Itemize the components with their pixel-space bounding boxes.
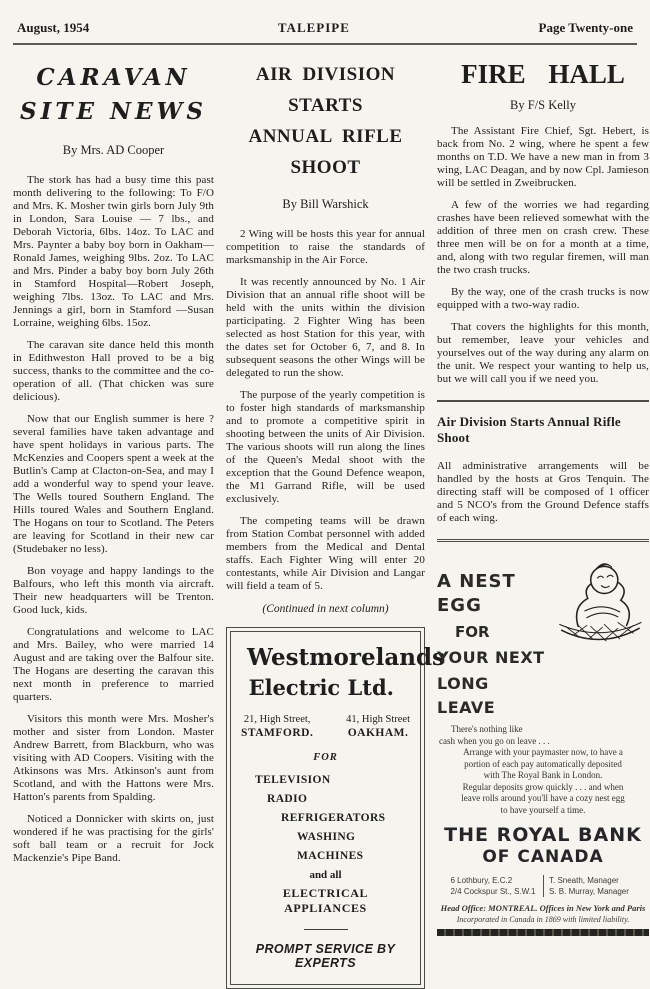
- bank-ad-body: [437, 724, 649, 816]
- bank-head-office: Head Office: MONTREAL. Offices in New York and Paris: [440, 903, 646, 913]
- product-list: [241, 771, 410, 866]
- bank-ad-header: [437, 556, 649, 720]
- address-street: 41, High Street: [346, 714, 410, 725]
- paragraph: A few of the worries we had regarding crashes have been relieved somewhat with the addition of three men on crash crew. These three men will be on for a month at a time, and, along with two regular firemen, will man the two crash trucks.: [437, 199, 649, 276]
- article-byline: By Bill Warshick: [282, 197, 369, 211]
- appliances-label: ELECTRICAL APPLIANCES: [282, 886, 369, 915]
- address-oakham: [346, 714, 410, 739]
- rifle-title-line2: ANNUAL RIFLE SHOOT: [248, 126, 403, 178]
- paragraph: The purpose of the yearly competition is to foster high standards of marksmanship and to promote a competitive spirit in shooting between the units of Air Division. The various shoots will run along the lines of the Queen's Medal shoot with the exception that the Gound Defence weapon, the M1 Garrand Rifle, will be used exclusively.: [226, 389, 425, 505]
- bank-name-line2: OF CANADA: [482, 847, 604, 867]
- article-title: FIRE HALL: [461, 59, 625, 89]
- body-line: leave rolls around you'll have a cozy nest egg: [461, 793, 625, 803]
- bank-ad-headline: [437, 556, 552, 720]
- article-byline: By F/S Kelly: [510, 98, 576, 112]
- section-rule-double: [437, 539, 649, 542]
- body-line: There's nothing like: [451, 724, 523, 734]
- branch-manager: S. B. Murray, Manager: [543, 886, 641, 897]
- product-item: WASHING MACHINES: [297, 831, 364, 862]
- for-label: FOR: [313, 752, 338, 763]
- caravan-title-line2: SITE NEWS: [19, 98, 208, 125]
- branch-manager: T. Sneath, Manager: [543, 875, 641, 886]
- section-rule: [437, 400, 649, 402]
- westmorelands-electric-ad: [226, 627, 445, 989]
- page-number: Page Twenty-one: [538, 20, 633, 35]
- headline-line: A NEST EGG: [437, 571, 516, 616]
- rifle-title-line1: AIR DIVISION STARTS: [255, 64, 396, 116]
- headline-line: FOR: [455, 623, 490, 641]
- body-line: Regular deposits grow quickly . . . and when: [462, 781, 624, 792]
- paragraph: 2 Wing will be hosts this year for annual competition to raise the standards of marksmanship in the Air Force.: [226, 228, 425, 266]
- address-street: 21, High Street,: [243, 714, 311, 725]
- westmorelands-ad-inner: [230, 631, 445, 985]
- rifle-shoot-article: [226, 57, 445, 989]
- paragraph: Congratulations and welcome to LAC and Mrs. Bailey, who were married 14 August and are taking over the Balfour site. The Hogans are deserting the caravan this next month in preference to married quarters.: [13, 626, 214, 703]
- royal-bank-ad: [437, 552, 649, 936]
- paragraph: Visitors this month were Mrs. Mosher's mother and sister from London. Master Andrew Barrett, from Blackburn, who was visiting with AD Coopers. Visiting with the Atkinsons was Mrs. Atkinson's aunt from Scotland, and with the Hattons were Mrs. Hatton's parents from Spalding.: [13, 713, 214, 803]
- advertiser-name-line1: Westmorelands: [247, 644, 445, 671]
- issue-date: August, 1954: [17, 20, 90, 35]
- masthead: [13, 20, 637, 45]
- paragraph: Bon voyage and happy landings to the Balfours, who left this month via aircraft. Their new headquarters will be Trenton. Good luck, kids.: [13, 565, 214, 616]
- and-all-label: and all: [309, 869, 342, 881]
- headline-line: LONG LEAVE: [437, 674, 496, 717]
- product-item: RADIO: [267, 793, 308, 805]
- article-title: [13, 61, 214, 129]
- caravan-site-news-article: [13, 57, 214, 989]
- paragraph: All administrative arrangements will be handled by the hosts at Gros Tenquin. The directing staff will be composed of 1 officer and 5 NCO's from the Ground Defence staffs of each wing.: [437, 460, 649, 524]
- fire-hall-article: [437, 57, 649, 989]
- bank-name-line1: THE ROYAL BANK: [444, 824, 642, 846]
- ad-tagline: PROMPT SERVICE BY EXPERTS: [255, 942, 396, 970]
- article-title: [226, 59, 425, 183]
- nest-egg-illustration: [552, 552, 649, 664]
- rifle-shoot-continuation: [437, 414, 649, 525]
- paragraph: The competing teams will be drawn from Station Combat personnel with added members from the Medical and Dental staffs. Each Fighter Wing will enter 20 contestants, while Air Division and Langar will field a team of 5.: [226, 515, 425, 592]
- paragraph: The caravan site dance held this month in Edithweston Hall proved to be a big success, thanks to the committee and the co-operation of all. (That chicken was sure delicious).: [13, 339, 214, 403]
- bank-name: [437, 824, 649, 868]
- branch-address: 2/4 Cockspur St., S.W.1: [450, 887, 536, 896]
- paragraph: By the way, one of the crash trucks is now equipped with a two-way radio.: [437, 286, 649, 311]
- bank-branch-list: [445, 875, 640, 897]
- publication-title: TALEPIPE: [277, 20, 350, 35]
- column-layout: [13, 57, 649, 989]
- paragraph: It was recently announced by No. 1 Air Division that an annual rifle shoot will be held with the units within the division participating. 2 Fighter Wing has been selected as host Station for this year, with the dates set for October 6, 7, and 8. In subsequent seasons the other Wings will be delegated to run the show.: [226, 276, 425, 379]
- body-line: portion of each pay automatically deposited: [464, 758, 622, 769]
- paragraph: The stork has had a busy time this past month delivering to the following: To F/O and Mrs. K. Mosher twin girls born July 9th in London, Sara Louise — 7 lbs., and Deborah Victoria, 6lbs. 14oz. To LAC and Mrs. Paynter a baby boy born in Oakham—Ronald James, weighing 9lbs. 2oz. To LAC and Mrs. Pinder a baby boy born July 26th in Stamford Hospital—Robert Joseph, weighing 7lbs. 13oz. To LAC and Mrs. Jennings a girl, born in Stamford —Susan Lorraine, weighing 6lbs. 15oz.: [13, 174, 214, 329]
- paragraph: The Assistant Fire Chief, Sgt. Hebert, is back from No. 2 wing, where he spent a few months on T.D. We have a new man in from 3 wing, LAC Deagan, and by now Cpl. Jamieson will be settled in Zweibrucken.: [437, 125, 649, 189]
- ad-divider: [304, 929, 348, 930]
- caravan-title-line1: CARAVAN: [36, 64, 191, 91]
- body-line: to have yourself a time.: [500, 804, 586, 815]
- paragraph: Now that our English summer is here ? several families have taken advantage and have spent holidays in various parts. The McKenzies and Coopers spent a week at the Butlin's Camp at Clacton-on-Sea, and may I add a wonderful way to spend your leave. The Wells toured Southern England. The Hills toured Wales and Southern England. The Hogans on tour to Scotland. The Peters are leaving for Scotland in their new car (Studebaker no less).: [13, 413, 214, 555]
- article-byline: By Mrs. AD Cooper: [62, 143, 165, 157]
- advertiser-addresses: [241, 714, 410, 739]
- product-item: REFRIGERATORS: [281, 812, 386, 824]
- body-line: Arrange with your paymaster now, to have a: [463, 747, 623, 757]
- paragraph: That covers the highlights for this month, but remember, leave your vehicles and yourselves out of the way during any alarm on the unit. We respect your wanting to help us, but we will call you if we need you.: [437, 321, 649, 385]
- branch-address: 6 Lothbury, E.C.2: [450, 876, 513, 885]
- continuation-subheading: Air Division Starts Annual Rifle Shoot: [437, 414, 621, 445]
- bank-incorporation-note: Incorporated in Canada in 1869 with limited liability.: [456, 915, 630, 924]
- address-city: OAKHAM.: [347, 727, 409, 739]
- body-line: cash when you go on leave . . .: [439, 735, 550, 746]
- ad-bottom-bar: [437, 929, 649, 936]
- address-city: STAMFORD.: [241, 727, 314, 739]
- address-stamford: [241, 714, 313, 739]
- headline-line: YOUR NEXT: [437, 648, 545, 667]
- advertiser-name-line2: Electric Ltd.: [248, 675, 394, 700]
- continued-note: (Continued in next column): [262, 603, 389, 615]
- paragraph: Noticed a Donnicker with skirts on, just wondered if he was practising for the girls' soft ball team or a recruit for Jock Mackenzie's Pipe Band.: [13, 813, 214, 864]
- body-line: with The Royal Bank in London.: [483, 770, 603, 780]
- product-item: TELEVISION: [255, 774, 331, 786]
